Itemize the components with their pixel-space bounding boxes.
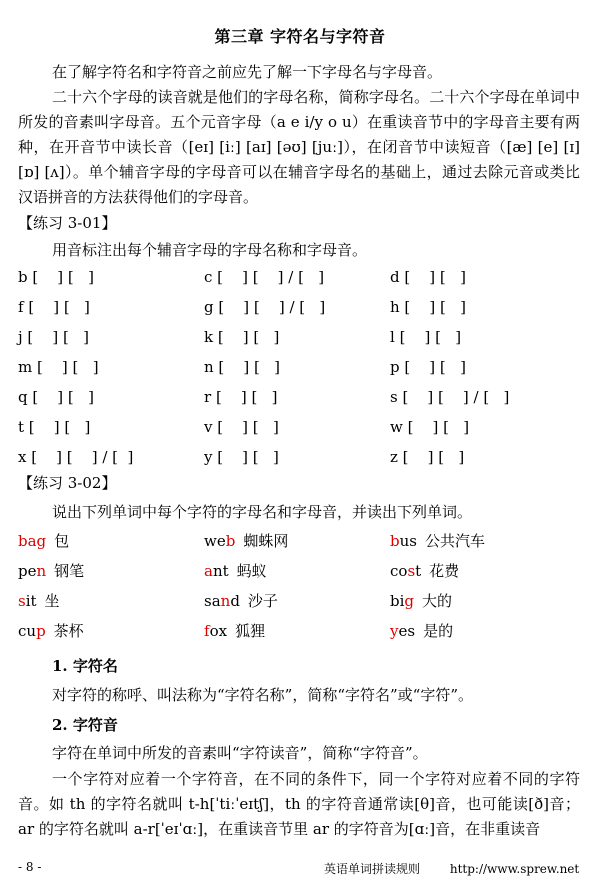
section-1-text: 对字符的称呼、叫法称为“字符名称”，简称“字符名”或“字符”。	[52, 686, 474, 704]
footer-book-title	[324, 860, 579, 877]
section-1-heading: 1. 字符名	[52, 657, 118, 675]
exercise-3-02-heading: 【练习 3-02】	[18, 474, 117, 492]
grid-row	[18, 268, 588, 298]
word-item	[390, 530, 485, 551]
grid-cell: p [ ] [ ]	[390, 358, 466, 376]
grid-cell: k [ ] [ ]	[204, 328, 280, 346]
book-title: 英语单词拼读规则	[324, 862, 421, 876]
word-row	[18, 530, 588, 560]
grid-cell: t [ ] [ ]	[18, 418, 91, 436]
intro-paragraph-1: 在了解字符名和字符音之前应先了解一下字母名与字母音。	[52, 63, 443, 81]
word-item	[204, 590, 278, 611]
grid-cell: y [ ] [ ]	[204, 448, 279, 466]
grid-row	[18, 298, 588, 328]
exercise-3-02-instruction: 说出下列单词中每个字符的字母名和字母音，并读出下列单词。	[52, 503, 473, 521]
word-row	[18, 560, 588, 590]
grid-cell: j [ ] [ ]	[18, 328, 89, 346]
grid-cell: l [ ] [ ]	[390, 328, 462, 346]
word-text-highlight: b	[390, 532, 400, 550]
word-text: pe	[18, 562, 37, 580]
word-text: co	[390, 562, 408, 580]
section-2-text-2: 一个字符对应着一个字符音，在不同的条件下，同一个字符对应着不同的字符音。如 th 的字符名就叫 t-h[ˈtiːˈeɪtʃ]，th 的字符音通常读[θ]音，也可能读[ð]音；ar 的字符名就叫 a-r[ˈeɪˈɑː]，在重读音节里 ar 的字符音为[ɑː]音，在非重读音	[18, 770, 580, 838]
word-item	[18, 590, 60, 611]
word-meaning: 包	[54, 532, 70, 550]
word-item	[18, 530, 69, 551]
word-text-highlight: s	[407, 562, 416, 580]
word-text: us	[399, 532, 417, 550]
grid-cell: h [ ] [ ]	[390, 298, 466, 316]
grid-cell: s [ ] [ ] / [ ]	[390, 388, 510, 406]
grid-cell: q [ ] [ ]	[18, 388, 94, 406]
grid-cell: v [ ] [ ]	[204, 418, 279, 436]
grid-cell: n [ ] [ ]	[204, 358, 280, 376]
word-text: nt	[212, 562, 229, 580]
word-text: bi	[390, 592, 405, 610]
grid-cell: m [ ] [ ]	[18, 358, 99, 376]
word-item	[390, 620, 453, 641]
intro-paragraph-2: 二十六个字母的读音就是他们的字母名称，简称字母名。二十六个字母在单词中所发的音素叫字母音。五个元音字母（a e i/y o u）在重读音节中的字母音主要有两种，在开音节中读长音（[eɪ] [iː] [aɪ] [əʊ] [juː]），在闭音节中读短音（[æ] [e] [ɪ] [ɒ] [ʌ]）。单个辅音字母的字母音可以在辅音字母名的基础上，通过去除元音或类比汉语拼音的方法获得他们的字母音。	[18, 88, 580, 206]
word-meaning: 钢笔	[54, 562, 85, 580]
section-2-heading: 2. 字符音	[52, 716, 118, 734]
chapter-title: 第三章 字符名与字符音	[214, 27, 386, 46]
word-meaning: 是的	[423, 622, 454, 640]
word-text-highlight: p	[36, 622, 46, 640]
word-text: t	[415, 562, 422, 580]
word-text-highlight: g	[404, 592, 415, 610]
grid-cell: r [ ] [ ]	[204, 388, 278, 406]
word-meaning: 蚂蚁	[236, 562, 267, 580]
grid-cell: b [ ] [ ]	[18, 268, 94, 286]
word-item	[18, 560, 84, 581]
word-text: bag	[18, 532, 47, 550]
word-item	[204, 620, 265, 641]
word-meaning: 大的	[422, 592, 453, 610]
word-text-highlight: n	[220, 592, 231, 610]
word-text-highlight: f	[204, 622, 210, 640]
grid-cell: w [ ] [ ]	[390, 418, 470, 436]
grid-row	[18, 328, 588, 358]
exercise-3-01-instruction: 用音标注出每个辅音字母的字母名称和字母音。	[52, 241, 368, 259]
word-text: sa	[204, 592, 221, 610]
word-text-highlight: b	[225, 532, 236, 550]
word-text-highlight: y	[390, 622, 399, 640]
word-text: ox	[209, 622, 228, 640]
letter-phonetic-grid	[18, 268, 588, 478]
word-text: cu	[18, 622, 37, 640]
word-text-highlight: n	[36, 562, 47, 580]
word-item	[390, 590, 452, 611]
grid-cell: d [ ] [ ]	[390, 268, 466, 286]
word-text: we	[204, 532, 226, 550]
grid-cell: c [ ] [ ] / [ ]	[204, 268, 325, 286]
word-list-grid	[18, 530, 588, 650]
word-meaning: 花费	[429, 562, 460, 580]
word-meaning: 狐狸	[235, 622, 266, 640]
grid-cell: f [ ] [ ]	[18, 298, 90, 316]
word-item	[18, 620, 84, 641]
word-text-highlight: s	[18, 592, 26, 610]
word-meaning: 公共汽车	[424, 532, 485, 550]
grid-cell: g [ ] [ ] / [ ]	[204, 298, 326, 316]
word-item	[204, 560, 267, 581]
grid-cell: x [ ] [ ] / [ ]	[18, 448, 134, 466]
word-text: d	[230, 592, 240, 610]
grid-row	[18, 358, 588, 388]
word-meaning: 坐	[44, 592, 60, 610]
word-item	[390, 560, 459, 581]
word-row	[18, 590, 588, 620]
word-item	[204, 530, 288, 551]
word-meaning: 茶杯	[53, 622, 84, 640]
grid-row	[18, 418, 588, 448]
word-text: it	[25, 592, 37, 610]
exercise-3-01-heading: 【练习 3-01】	[18, 214, 117, 232]
page-number: - 8 -	[18, 860, 42, 874]
word-meaning: 沙子	[247, 592, 278, 610]
site-url[interactable]: http://www.sprew.net	[449, 862, 580, 876]
grid-row	[18, 388, 588, 418]
word-meaning: 蜘蛛网	[243, 532, 289, 550]
word-text-highlight: a	[204, 562, 213, 580]
grid-cell: z [ ] [ ]	[390, 448, 465, 466]
section-2-text-1: 字符在单词中所发的音素叫“字符读音”，简称“字符音”。	[52, 744, 428, 762]
word-text: es	[398, 622, 416, 640]
word-row	[18, 620, 588, 650]
